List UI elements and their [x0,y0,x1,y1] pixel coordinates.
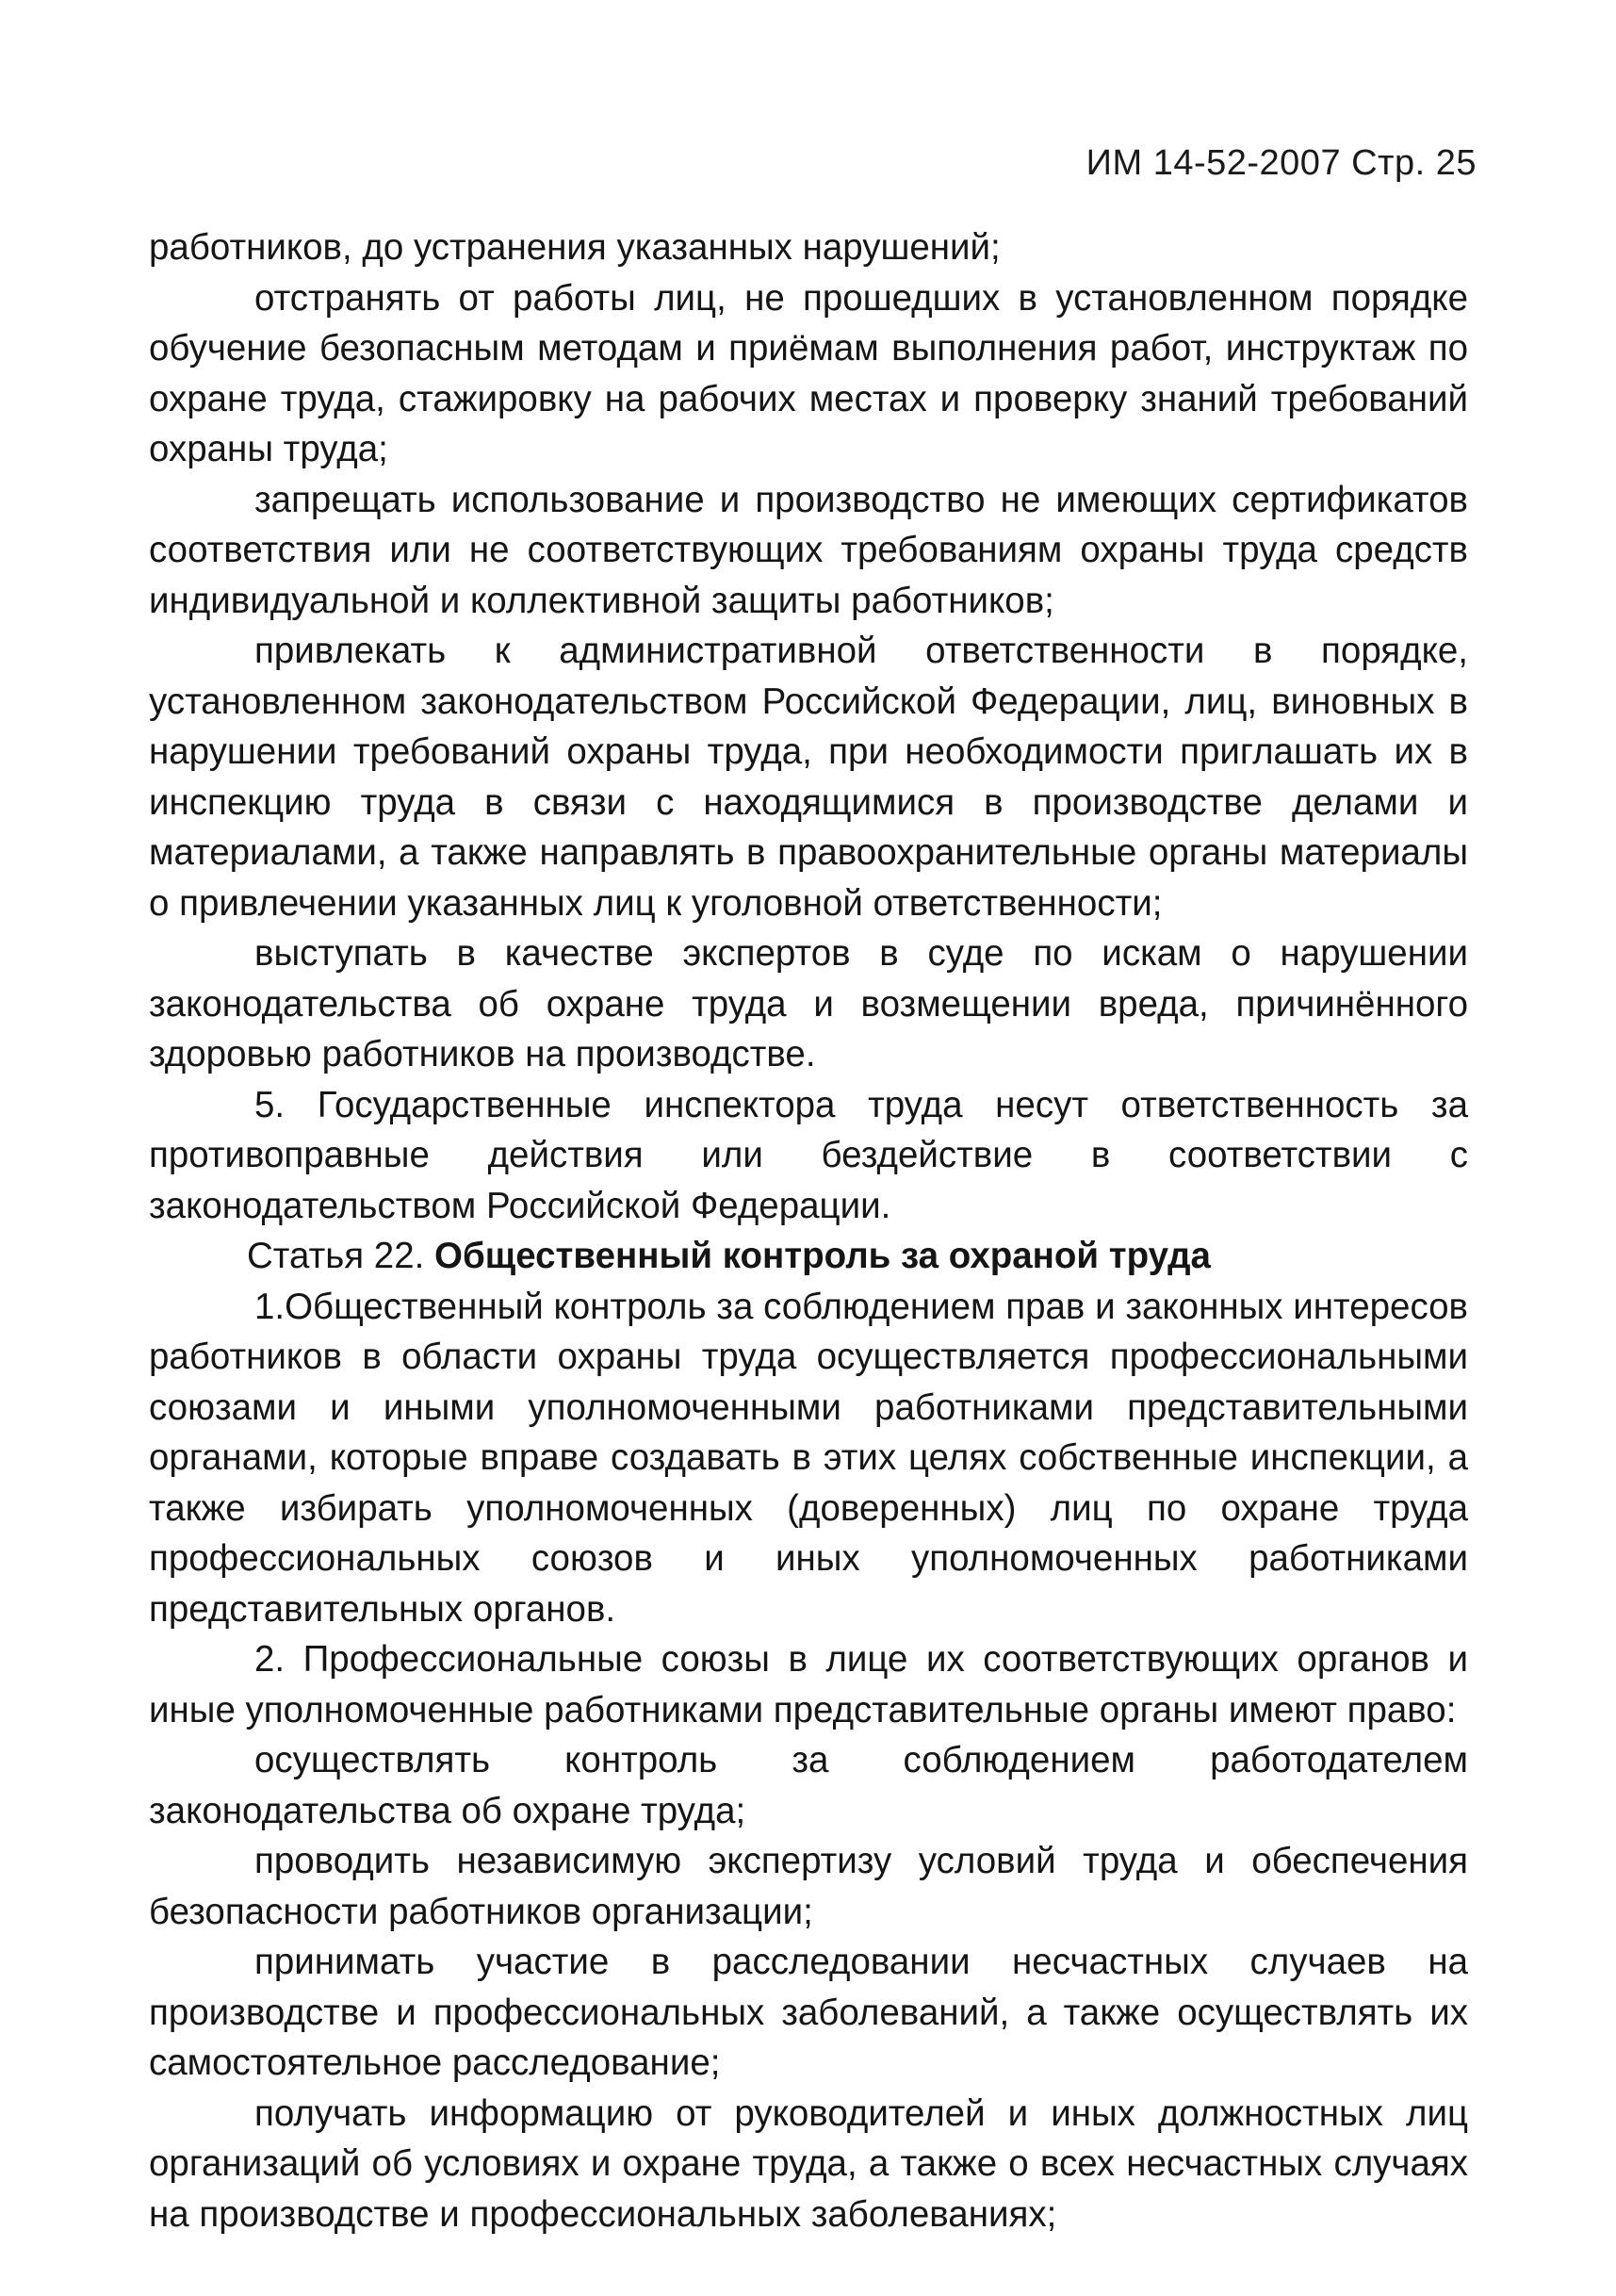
article-title: Общественный контроль за охраной труда [434,1236,1211,1276]
paragraph: 5. Государственные инспектора труда несут ответственность за противоправные действия или бездействие в соответствии с законодательством Российской Федерации. [149,1084,1468,1226]
paragraph: получать информацию от руководителей и иных должностных лиц организаций об условиях и охране труда, а также о всех несчастных случаях на производстве и профессиональных заболеваниях; [149,2092,1468,2235]
paragraph: запрещать использование и производство не имеющих сертификатов соответствия или не соответствующих требованиям охраны труда средств индивидуальной и коллективной защиты работников; [149,479,1468,621]
paragraph: выступать в качестве экспертов в суде по искам о нарушении законодательства об охране труда и возмещении вреда, причинённого здоровью работников на производстве. [149,933,1468,1074]
article-label: Статья 22. [247,1236,425,1276]
running-header: ИМ 14-52-2007 Стр. 25 [1085,143,1477,183]
paragraph: осуществлять контроль за соблюдением работодателем законодательства об охране труда; [149,1740,1468,1831]
document-body [149,222,1468,2239]
paragraph: проводить независимую экспертизу условий труда и обеспечения безопасности работников организации; [149,1841,1468,1932]
paragraph: принимать участие в расследовании несчастных случаев на производстве и профессиональных заболеваний, а также осуществлять их самостоятельное расследование; [149,1942,1468,2083]
paragraph: 2. Профессиональные союзы в лице их соответствующих органов и иные уполномоченные работниками представительные органы имеют право: [149,1639,1468,1730]
paragraph: привлекать к административной ответственности в порядке, установленном законодательством Российской Федерации, лиц, виновных в нарушении требований охраны труда, при необходимости приглашать их в инспекцию труда в связи с находящимися в производстве делами и материалами, а также направлять в правоохранительные органы материалы о привлечении указанных лиц к уголовной ответственности; [149,631,1468,924]
article-heading [149,1231,1468,1282]
paragraph-continuation: работников, до устранения указанных нарушений; [149,227,1001,268]
paragraph: 1.Общественный контроль за соблюдением прав и законных интересов работников в области охраны труда осуществляется профессиональными союзами и иными уполномоченными работниками представительными органами, которые вправе создавать в этих целях собственные инспекции, а также избирать уполномоченных (доверенных) лиц по охране труда профессиональных союзов и иных уполномоченных работниками представительных органов. [149,1286,1468,1630]
paragraph: отстранять от работы лиц, не прошедших в установленном порядке обучение безопасным методам и приёмам выполнения работ, инструктаж по охране труда, стажировку на рабочих местах и проверку знаний требований охраны труда; [149,277,1468,469]
